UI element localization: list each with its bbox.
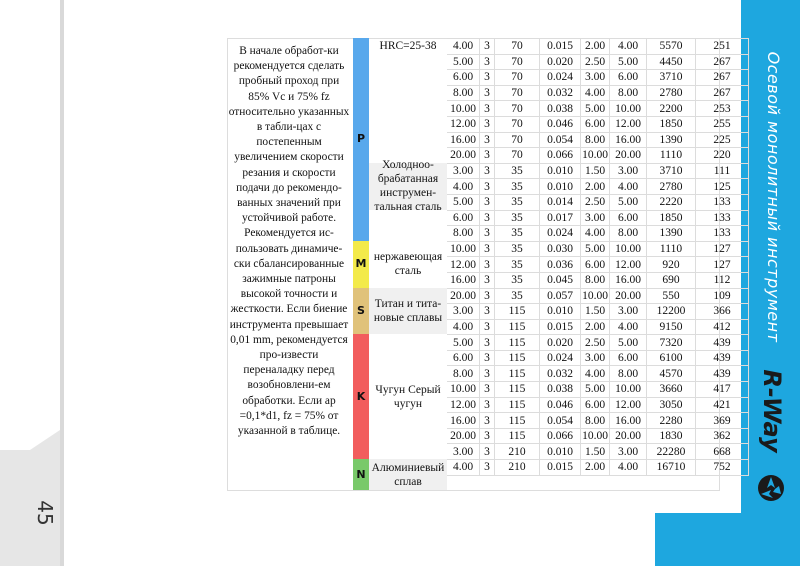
table-cell: 267 [696, 85, 749, 101]
table-cell: 20.00 [610, 288, 647, 304]
table-row [447, 101, 749, 117]
table-cell: 3 [480, 179, 495, 195]
table-cell: 0.010 [540, 304, 581, 320]
table-cell: 127 [696, 241, 749, 257]
group-letter: P [356, 132, 366, 146]
table-row [447, 54, 749, 70]
table-cell: 115 [495, 335, 540, 351]
table-cell: 115 [495, 428, 540, 444]
table-cell: 9150 [647, 319, 696, 335]
table-cell: 412 [696, 319, 749, 335]
table-row [447, 350, 749, 366]
table-cell: 0.038 [540, 101, 581, 117]
table-cell: 20.00 [447, 148, 480, 164]
table-cell: 12.00 [610, 116, 647, 132]
table-cell: 35 [495, 179, 540, 195]
table-cell: 109 [696, 288, 749, 304]
table-cell: 115 [495, 350, 540, 366]
table-row [447, 179, 749, 195]
table-cell: 3710 [647, 70, 696, 86]
table-cell: 3 [480, 85, 495, 101]
table-cell: 267 [696, 54, 749, 70]
table-cell: 12200 [647, 304, 696, 320]
table-row [447, 210, 749, 226]
table-cell: 133 [696, 210, 749, 226]
table-row [447, 70, 749, 86]
table-cell: 0.054 [540, 132, 581, 148]
table-cell: 3.00 [581, 350, 610, 366]
table-cell: 3.00 [447, 444, 480, 460]
table-cell: 35 [495, 194, 540, 210]
table-cell: 5.00 [610, 54, 647, 70]
table-cell: 5.00 [447, 335, 480, 351]
table-cell: 3.00 [581, 210, 610, 226]
table-cell: 10.00 [582, 430, 608, 443]
table-cell: 3.00 [581, 70, 610, 86]
table-cell: 2.50 [581, 335, 610, 351]
table-cell: 439 [696, 335, 749, 351]
table-row [447, 366, 749, 382]
table-cell: 35 [495, 272, 540, 288]
table-cell: 3 [480, 397, 495, 413]
table-cell: 0.032 [540, 366, 581, 382]
table-row [447, 288, 749, 304]
table-row [447, 397, 749, 413]
table-row [447, 304, 749, 320]
table-cell: 0.010 [540, 444, 581, 460]
table-cell: 20.00 [447, 288, 480, 304]
table-row [447, 241, 749, 257]
table-cell: 5570 [647, 39, 696, 55]
table-cell: 70 [495, 116, 540, 132]
table-cell: 0.010 [540, 163, 581, 179]
table-cell: 35 [495, 226, 540, 242]
table-cell: 1.50 [581, 163, 610, 179]
table-cell: 220 [696, 148, 749, 164]
table-cell: 1390 [647, 226, 696, 242]
material-label: Чугун Серый чугун [375, 383, 441, 410]
table-row [447, 428, 749, 444]
table-cell: 668 [696, 444, 749, 460]
left-margin-white [0, 0, 60, 450]
table-cell: 1850 [647, 210, 696, 226]
table-row [447, 194, 749, 210]
table-row [447, 116, 749, 132]
table-cell: 1.50 [581, 304, 610, 320]
table-cell: 253 [696, 101, 749, 117]
table-cell: 0.066 [540, 148, 581, 164]
table-cell: 267 [696, 70, 749, 86]
group-letter: K [356, 389, 366, 403]
table-cell: 0.020 [540, 335, 581, 351]
table-cell: 3 [480, 226, 495, 242]
table-cell: 3 [480, 116, 495, 132]
table-cell: 2.00 [581, 179, 610, 195]
table-cell: 2200 [647, 101, 696, 117]
table-cell: 1850 [647, 116, 696, 132]
table-cell: 10.00 [447, 382, 480, 398]
table-cell: 4.00 [581, 85, 610, 101]
table-cell: 10.00 [582, 289, 608, 302]
usage-note: В начале обработ-ки рекомендуется сделать пробный проход при 85% Vc и 75% fz относительно указанных в табли-цах с постепенным увеличением скорости резания и скорости подачи до рекомендо-ванных значений при устойчивой работе. Рекомендуется ис-пользовать динамиче-ски сбалансированные зажимные патроны высокой точности и жесткости. Если биение инструмента превышает 0,01 mm, рекомендуется про-извести переналадку перед возобновлени-ем обработки. Если ap =0,1*d1, fz = 75% от указанной в таблице. [228, 45, 350, 438]
table-cell: 16.00 [447, 272, 480, 288]
table-cell: 8.00 [610, 85, 647, 101]
table-cell: 8.00 [581, 413, 610, 429]
table-cell: 4.00 [610, 179, 647, 195]
table-cell: 8.00 [447, 85, 480, 101]
table-cell: 3 [480, 163, 495, 179]
table-cell: 366 [696, 304, 749, 320]
table-cell: 1390 [647, 132, 696, 148]
table-cell: 6.00 [447, 70, 480, 86]
table-cell: 3 [480, 241, 495, 257]
table-cell: 16710 [647, 460, 696, 476]
table-cell: 3 [480, 444, 495, 460]
table-cell: 7320 [647, 335, 696, 351]
table-cell: 210 [495, 444, 540, 460]
table-cell: 10.00 [610, 101, 647, 117]
table-cell: 0.046 [540, 397, 581, 413]
table-cell: 2.00 [581, 460, 610, 476]
table-cell: 12.00 [610, 397, 647, 413]
table-cell: 8.00 [447, 226, 480, 242]
table-cell: 12.00 [610, 257, 647, 273]
table-cell: 115 [495, 304, 540, 320]
table-cell: 4.00 [610, 39, 647, 55]
table-cell: 1110 [647, 241, 696, 257]
table-cell: 22280 [647, 444, 696, 460]
table-cell: 5.00 [610, 335, 647, 351]
table-row [447, 413, 749, 429]
table-row [447, 335, 749, 351]
table-cell: 6.00 [610, 210, 647, 226]
table-cell: 3 [480, 304, 495, 320]
table-cell: 115 [495, 319, 540, 335]
table-cell: 5.00 [610, 194, 647, 210]
table-cell: 115 [495, 382, 540, 398]
table-cell: 3 [480, 382, 495, 398]
table-cell: 125 [696, 179, 749, 195]
table-cell: 0.057 [540, 288, 581, 304]
table-cell: 3 [480, 257, 495, 273]
table-cell: 3 [480, 272, 495, 288]
table-cell: 3.00 [447, 163, 480, 179]
page-number: 45 [33, 500, 57, 526]
table-cell: 2780 [647, 179, 696, 195]
table-cell: 3 [480, 70, 495, 86]
group-letter: N [356, 467, 366, 481]
table-cell: 4.00 [581, 366, 610, 382]
table-cell: 4450 [647, 54, 696, 70]
table-cell: 3 [480, 39, 495, 55]
table-cell: 690 [647, 272, 696, 288]
table-cell: 6.00 [610, 70, 647, 86]
table-cell: 8.00 [447, 366, 480, 382]
table-row [447, 148, 749, 164]
side-section-title: Осевой монолитный инструмент [764, 51, 783, 343]
table-cell: 0.024 [540, 350, 581, 366]
table-cell: 5.00 [581, 241, 610, 257]
left-margin-line [60, 0, 64, 566]
table-cell: 20.00 [610, 148, 647, 164]
group-letter: S [357, 304, 365, 317]
table-cell: 16.00 [610, 272, 647, 288]
table-cell: 4.00 [610, 460, 647, 476]
table-row [447, 382, 749, 398]
table-cell: 4.00 [447, 460, 480, 476]
table-row [447, 319, 749, 335]
table-cell: 6.00 [581, 397, 610, 413]
table-cell: 0.015 [540, 460, 581, 476]
brand-logo-text: R-Way [758, 369, 786, 453]
table-cell: 421 [696, 397, 749, 413]
table-cell: 127 [696, 257, 749, 273]
table-cell: 439 [696, 350, 749, 366]
table-cell: 5.00 [447, 194, 480, 210]
table-row [447, 226, 749, 242]
table-cell: 0.020 [540, 54, 581, 70]
table-cell: 70 [495, 39, 540, 55]
table-cell: 0.015 [540, 39, 581, 55]
group-letter: M [355, 257, 367, 271]
material-label: Алюминиевый сплав [371, 461, 445, 488]
table-row [447, 272, 749, 288]
table-cell: 115 [495, 413, 540, 429]
table-cell: 115 [495, 366, 540, 382]
table-cell: 20.00 [447, 428, 480, 444]
table-cell: 2.00 [581, 319, 610, 335]
table-cell: 210 [495, 460, 540, 476]
table-cell: 6.00 [581, 116, 610, 132]
table-cell: 0.030 [540, 241, 581, 257]
table-cell: 3660 [647, 382, 696, 398]
table-cell: 0.017 [540, 210, 581, 226]
table-cell: 35 [495, 210, 540, 226]
table-cell: 10.00 [610, 241, 647, 257]
table-row [447, 460, 749, 476]
table-cell: 251 [696, 39, 749, 55]
table-cell: 6.00 [581, 257, 610, 273]
table-cell: 70 [495, 70, 540, 86]
table-cell: 752 [696, 460, 749, 476]
table-cell: 4.00 [447, 39, 480, 55]
table-cell: 0.015 [540, 319, 581, 335]
table-cell: 3710 [647, 163, 696, 179]
table-cell: 8.00 [581, 132, 610, 148]
table-cell: 3 [480, 101, 495, 117]
table-cell: 417 [696, 382, 749, 398]
table-cell: 70 [495, 132, 540, 148]
table-cell: 35 [495, 257, 540, 273]
table-cell: 10.00 [447, 241, 480, 257]
table-row [447, 85, 749, 101]
table-cell: 3.00 [610, 444, 647, 460]
table-cell: 0.054 [540, 413, 581, 429]
table-cell: 112 [696, 272, 749, 288]
left-margin-diagonal [0, 430, 64, 470]
table-cell: 1110 [647, 148, 696, 164]
table-cell: 20.00 [610, 428, 647, 444]
table-cell: 3 [480, 335, 495, 351]
material-label: Холодноо-брабатанная инструмен-тальная сталь [374, 159, 442, 214]
table-cell: 0.046 [540, 116, 581, 132]
table-cell: 3 [480, 148, 495, 164]
table-row [447, 132, 749, 148]
table-cell: 3 [480, 288, 495, 304]
table-cell: 8.00 [610, 366, 647, 382]
table-cell: 0.014 [540, 194, 581, 210]
table-cell: 5.00 [447, 54, 480, 70]
cutting-data-table [447, 38, 749, 476]
table-row [447, 257, 749, 273]
table-cell: 3.00 [610, 304, 647, 320]
brand-logo-icon [755, 472, 787, 504]
material-label: Титан и тита-новые сплавы [373, 298, 443, 324]
table-cell: 6100 [647, 350, 696, 366]
table-cell: 3.00 [447, 304, 480, 320]
table-cell: 255 [696, 116, 749, 132]
table-cell: 1.50 [581, 444, 610, 460]
table-cell: 2220 [647, 194, 696, 210]
table-cell: 3 [480, 194, 495, 210]
table-cell: 2280 [647, 413, 696, 429]
table-cell: 133 [696, 226, 749, 242]
table-cell: 4.00 [447, 319, 480, 335]
table-cell: 3 [480, 132, 495, 148]
table-cell: 16.00 [447, 132, 480, 148]
table-cell: 0.032 [540, 85, 581, 101]
table-cell: 12.00 [447, 397, 480, 413]
table-cell: 0.066 [540, 428, 581, 444]
table-cell: 70 [495, 54, 540, 70]
table-cell: 10.00 [610, 382, 647, 398]
table-cell: 3 [480, 428, 495, 444]
table-cell: 8.00 [581, 272, 610, 288]
table-cell: 35 [495, 288, 540, 304]
table-cell: 550 [647, 288, 696, 304]
table-cell: 4.00 [447, 179, 480, 195]
table-cell: 362 [696, 428, 749, 444]
table-cell: 8.00 [610, 226, 647, 242]
table-cell: 16.00 [610, 132, 647, 148]
table-cell: 133 [696, 194, 749, 210]
table-cell: 920 [647, 257, 696, 273]
table-cell: 0.024 [540, 70, 581, 86]
table-cell: 35 [495, 241, 540, 257]
table-cell: 6.00 [610, 350, 647, 366]
table-cell: 0.036 [540, 257, 581, 273]
table-cell: 2.50 [581, 54, 610, 70]
table-cell: 3 [480, 54, 495, 70]
table-cell: 6.00 [447, 350, 480, 366]
table-row [447, 163, 749, 179]
table-cell: 35 [495, 163, 540, 179]
table-cell: 2.50 [581, 194, 610, 210]
table-cell: 12.00 [447, 116, 480, 132]
table-cell: 439 [696, 366, 749, 382]
table-cell: 12.00 [447, 257, 480, 273]
table-cell: 16.00 [447, 413, 480, 429]
table-cell: 10.00 [582, 149, 608, 162]
table-cell: 5.00 [581, 382, 610, 398]
table-cell: 111 [696, 163, 749, 179]
table-cell: 3 [480, 413, 495, 429]
table-cell: 5.00 [581, 101, 610, 117]
table-cell: 3 [480, 319, 495, 335]
material-label: HRC=25-38 [379, 40, 437, 52]
table-cell: 0.010 [540, 179, 581, 195]
table-cell: 3050 [647, 397, 696, 413]
table-cell: 4.00 [610, 319, 647, 335]
table-cell: 16.00 [610, 413, 647, 429]
table-cell: 369 [696, 413, 749, 429]
material-label: нержавеющая сталь [373, 251, 443, 278]
table-cell: 70 [495, 85, 540, 101]
table-cell: 0.024 [540, 226, 581, 242]
table-row [447, 39, 749, 55]
table-cell: 3.00 [610, 163, 647, 179]
table-cell: 2.00 [581, 39, 610, 55]
table-cell: 0.038 [540, 382, 581, 398]
table-cell: 115 [495, 397, 540, 413]
table-cell: 3 [480, 210, 495, 226]
right-band-notch [655, 513, 741, 566]
table-cell: 70 [495, 148, 540, 164]
table-cell: 1830 [647, 428, 696, 444]
table-cell: 70 [495, 101, 540, 117]
table-cell: 4570 [647, 366, 696, 382]
table-cell: 10.00 [447, 101, 480, 117]
table-cell: 6.00 [447, 210, 480, 226]
table-row [447, 444, 749, 460]
table-cell: 3 [480, 460, 495, 476]
table-cell: 225 [696, 132, 749, 148]
table-cell: 3 [480, 350, 495, 366]
table-cell: 3 [480, 366, 495, 382]
table-cell: 2780 [647, 85, 696, 101]
table-cell: 0.045 [540, 272, 581, 288]
table-cell: 4.00 [581, 226, 610, 242]
